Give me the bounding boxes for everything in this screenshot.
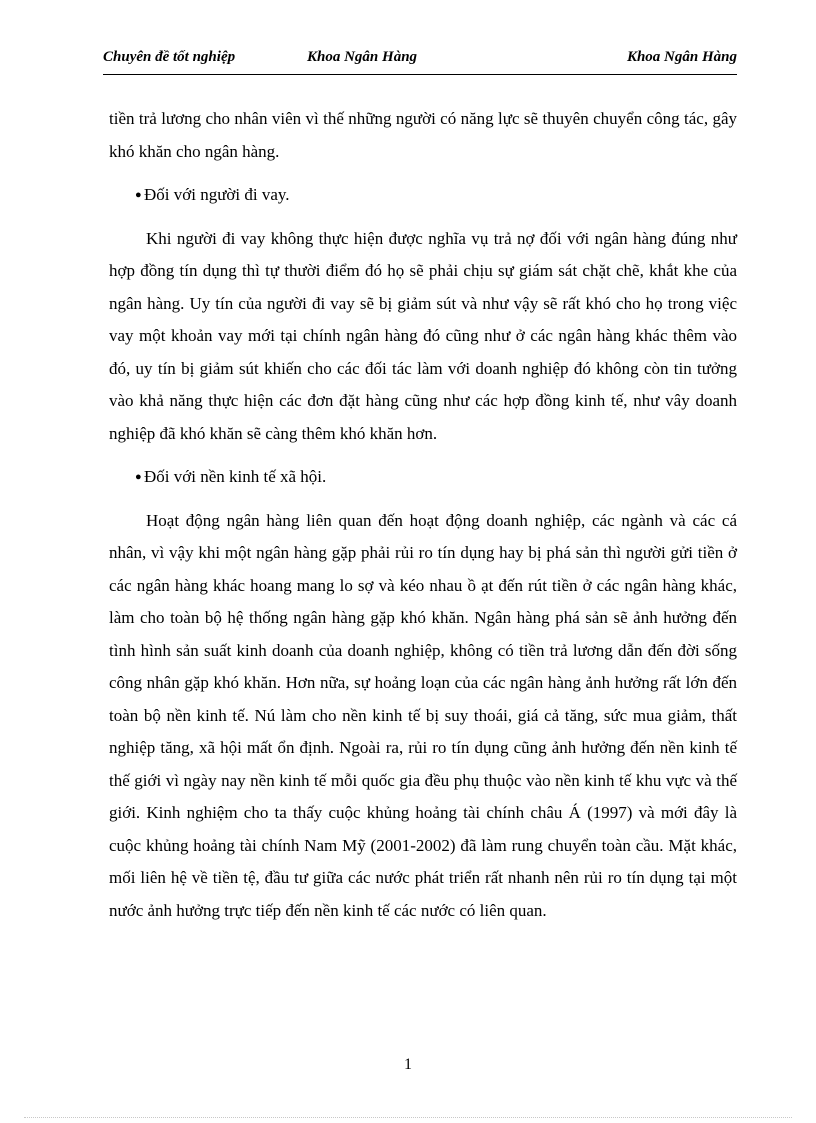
bullet-icon: ● (135, 471, 142, 483)
bullet-item-economy (109, 461, 737, 494)
paragraph-continuation: tiền trả lương cho nhân viên vì thế những người có năng lực sẽ thuyên chuyển công tác, gây khó khăn cho ngân hàng. (109, 109, 737, 161)
paragraph-economy-impact: Hoạt động ngân hàng liên quan đến hoạt động doanh nghiệp, các ngành và các cá nhân, vì vậy khi một ngân hàng gặp phải rủi ro tín dụng hay bị phá sản thì người gửi tiền ở các ngân hàng khác hoang mang lo sợ và kéo nhau ồ ạt đến rút tiền ở các ngân hàng khác, làm cho toàn bộ hệ thống ngân hàng gặp khó khăn. Ngân hàng phá sản sẽ ảnh hưởng đến tình hình sản suất kinh doanh của doanh nghiệp, không có tiền trả lương dẫn đến đời sống công nhân gặp khó khăn. Hơn nữa, sự hoảng loạn của các ngân hàng ảnh hưởng rất lớn đến toàn bộ nền kinh tế. Nú làm cho nền kinh tế bị suy thoái, giá cả tăng, sức mua giảm, thất nghiệp tăng, xã hội mất ổn định. Ngoài ra, rủi ro tín dụng cũng ảnh hưởng đến nền kinh tế thế giới vì ngày nay nền kinh tế mỗi quốc gia đều phụ thuộc vào nền kinh tế khu vực và thế giới. Kinh nghiệm cho ta thấy cuộc khủng hoảng tài chính châu Á (1997) và mới đây là cuộc khủng hoảng tài chính Nam Mỹ (2001-2002) đã làm rung chuyển toàn cầu. Mặt khác, mối liên hệ về tiền tệ, đầu tư giữa các nước phát triển rất nhanh nên rủi ro tín dụng tại một nước ảnh hưởng trực tiếp đến nền kinh tế các nước có liên quan. (109, 510, 737, 920)
bullet-text: Đối với người đi vay. (144, 185, 290, 204)
bullet-icon: ● (135, 189, 142, 201)
bullet-text: Đối với nền kinh tế xã hội. (144, 467, 327, 486)
page-number: 1 (404, 1056, 412, 1073)
page-header (103, 49, 737, 71)
header-document-type: Chuyên đề tốt nghiệp (103, 49, 236, 65)
paragraph-borrower-impact: Khi người đi vay không thực hiện được nghĩa vụ trả nợ đối với ngân hàng đúng như hợp đồng tín dụng thì tự thười điểm đó họ sẽ phải chịu sự giám sát chặt chẽ, khắt khe của ngân hàng. Uy tín của người đi vay sẽ bị giảm sút và như vậy sẽ rất khó cho họ trong việc vay một khoản vay mới tại chính ngân hàng đó cũng như ở các ngân hàng khác thêm vào đó, uy tín bị giảm sút khiến cho các đối tác làm với doanh nghiệp đó không còn tin tưởng vào khả năng thực hiện các đơn đặt hàng cũng như các hợp đồng kinh tế, như vây doanh nghiệp đã khó khăn sẽ càng thêm khó khăn hơn. (109, 228, 737, 443)
header-faculty-center: Khoa Ngân Hàng (307, 49, 418, 65)
header-divider (103, 74, 737, 75)
bullet-item-borrower (109, 179, 737, 212)
header-faculty-right: Khoa Ngân Hàng (626, 49, 737, 65)
page-bottom-border (24, 1117, 792, 1118)
document-body (109, 103, 737, 927)
